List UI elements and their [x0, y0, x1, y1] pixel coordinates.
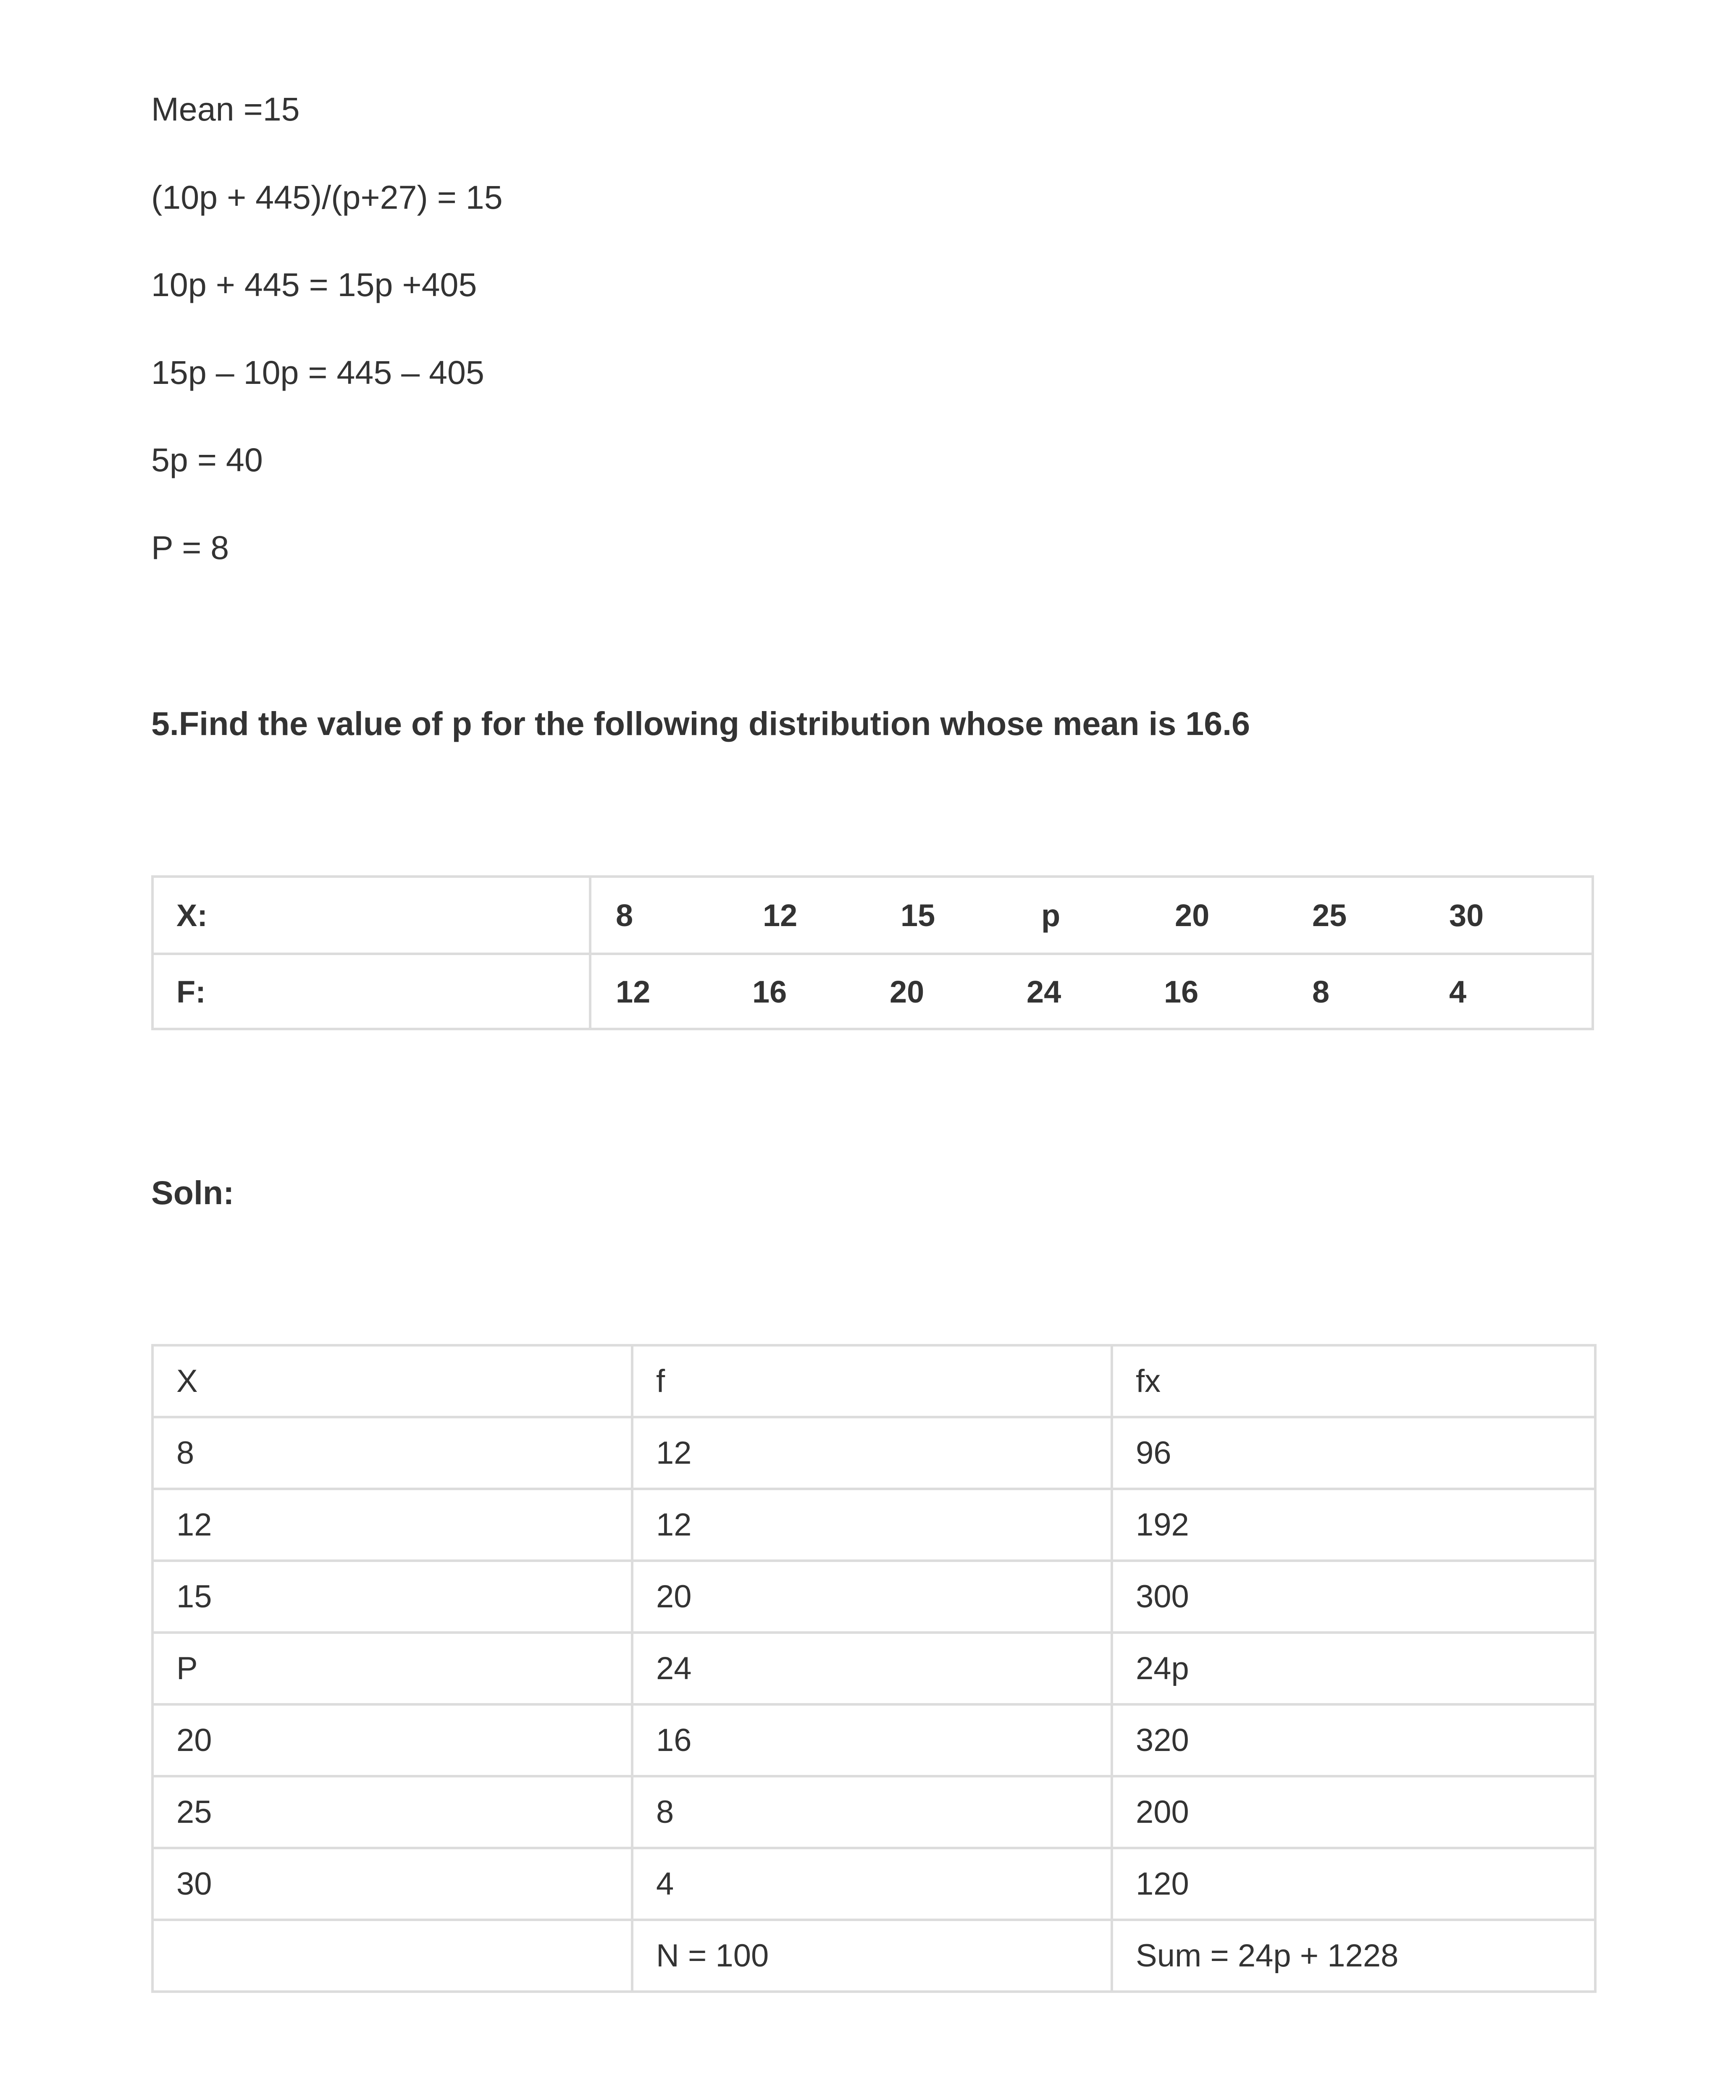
question-heading: 5.Find the value of p for the following distribution whose mean is 16.6: [151, 705, 1250, 742]
table-cell: 25: [152, 1776, 632, 1848]
table-row: [152, 1704, 1595, 1776]
table-cell: 12: [152, 1489, 632, 1561]
table-total-row: [152, 1920, 1595, 1992]
total-n-cell: N = 100: [632, 1920, 1112, 1992]
f-value: 12: [616, 974, 651, 1009]
f-row-label: F:: [176, 974, 206, 1009]
table-row: [152, 1561, 1595, 1633]
table-cell: 8: [152, 1417, 632, 1489]
x-value: p: [1041, 898, 1061, 933]
x-value: 30: [1449, 898, 1484, 933]
working-line-3: 10p + 445 = 15p +405: [151, 266, 477, 303]
distribution-table: [151, 875, 1594, 1030]
table-cell: 20: [152, 1704, 632, 1776]
table-cell: 8: [632, 1776, 1112, 1848]
table-cell: 12: [632, 1417, 1112, 1489]
column-divider: [589, 878, 591, 1028]
f-value: 16: [752, 974, 787, 1009]
x-value: 25: [1312, 898, 1347, 933]
x-value: 20: [1175, 898, 1210, 933]
table-cell: 24: [632, 1633, 1112, 1704]
working-line-4: 15p – 10p = 445 – 405: [151, 354, 484, 391]
f-value: 16: [1164, 974, 1199, 1009]
table-row: [152, 1848, 1595, 1920]
table-row: [152, 1776, 1595, 1848]
working-line-5: 5p = 40: [151, 441, 263, 478]
x-value: 15: [901, 898, 935, 933]
x-row-label: X:: [176, 898, 207, 933]
table-cell: 120: [1112, 1848, 1595, 1920]
table-cell: 15: [152, 1561, 632, 1633]
working-line-1: Mean =15: [151, 90, 300, 128]
header-cell-f: f: [632, 1345, 1112, 1417]
header-cell-x: X: [152, 1345, 632, 1417]
total-sum-cell: Sum = 24p + 1228: [1112, 1920, 1595, 1992]
table-cell: P: [152, 1633, 632, 1704]
solution-label: Soln:: [151, 1174, 234, 1211]
f-value: 20: [890, 974, 924, 1009]
working-line-2: (10p + 445)/(p+27) = 15: [151, 178, 503, 216]
x-value: 8: [616, 898, 633, 933]
table-cell: 200: [1112, 1776, 1595, 1848]
f-value: 4: [1449, 974, 1467, 1009]
table-cell: [152, 1920, 632, 1992]
table-cell: 320: [1112, 1704, 1595, 1776]
f-value: 24: [1027, 974, 1061, 1009]
f-value: 8: [1312, 974, 1330, 1009]
x-value: 12: [763, 898, 798, 933]
table-row: [152, 1633, 1595, 1704]
row-divider: [154, 953, 1592, 955]
header-cell-fx: fx: [1112, 1345, 1595, 1417]
table-cell: 30: [152, 1848, 632, 1920]
table-cell: 96: [1112, 1417, 1595, 1489]
table-cell: 24p: [1112, 1633, 1595, 1704]
table-cell: 16: [632, 1704, 1112, 1776]
solution-table: [151, 1344, 1597, 1993]
table-cell: 20: [632, 1561, 1112, 1633]
table-cell: 192: [1112, 1489, 1595, 1561]
table-cell: 300: [1112, 1561, 1595, 1633]
table-header-row: [152, 1345, 1595, 1417]
table-cell: 4: [632, 1848, 1112, 1920]
table-cell: 12: [632, 1489, 1112, 1561]
table-row: [152, 1417, 1595, 1489]
table-row: [152, 1489, 1595, 1561]
working-line-6: P = 8: [151, 529, 229, 566]
